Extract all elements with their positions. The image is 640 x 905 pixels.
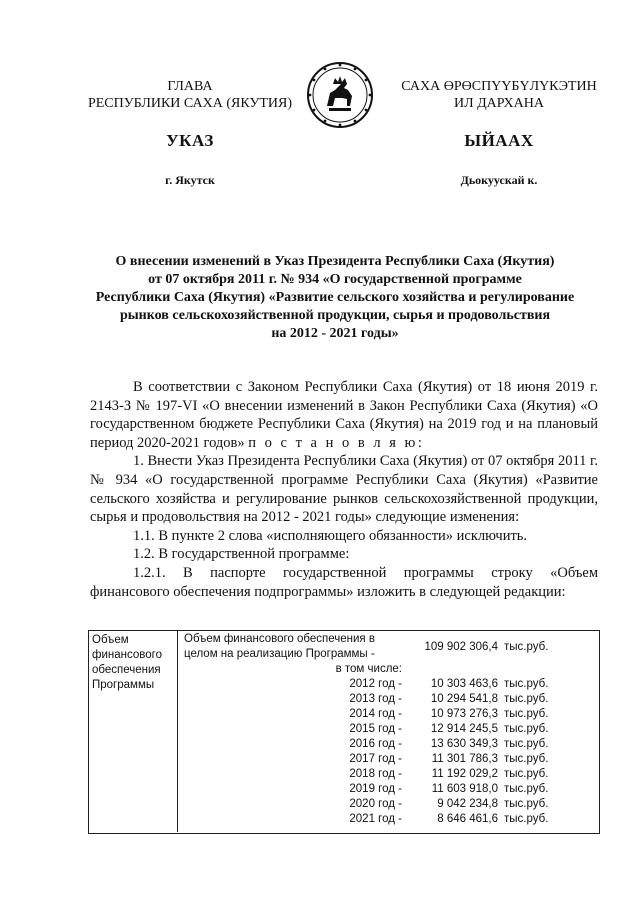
title-line: от 07 октября 2011 г. № 934 «О государственной программе [148, 272, 522, 287]
coat-of-arms-emblem [305, 60, 375, 130]
item-1: 1. Внести Указ Президента Республики Саха (Якутия) от 07 октября 2011 г. № 934 «О государственной программе Республики Саха (Якутия) «Развитие сельского хозяйства и регулирование рынков сельскохозяйственной продукции, сырья и продовольствия на 2012 - 2021 годы» следующие изменения: [90, 453, 598, 526]
year-label: 2021 год - [349, 813, 402, 825]
year-unit: тыс.руб. [504, 708, 549, 720]
year-unit: тыс.руб. [504, 753, 549, 765]
doc-type-sakha: ЫЙААХ [464, 131, 534, 150]
year-unit: тыс.руб. [504, 813, 549, 825]
decree-word: п о с т а н о в л я ю: [248, 434, 425, 451]
year-unit: тыс.руб. [504, 723, 549, 735]
funding-table-label-cell: Объем финансового обеспечения Программы [88, 630, 178, 832]
header-left [80, 78, 300, 112]
year-unit: тыс.руб. [504, 678, 549, 690]
item-1-2-1: 1.2.1. В паспорте государственной программы строку «Объем финансового обеспечения подпрограммы» изложить в следующей редакции: [90, 564, 598, 600]
year-unit: тыс.руб. [504, 798, 549, 810]
year-row [184, 767, 594, 782]
year-row [184, 692, 594, 707]
year-amount: 11 301 786,3 [431, 753, 498, 765]
document-body [90, 378, 598, 601]
year-amount: 10 973 276,3 [430, 708, 498, 720]
intro-text: В соответствии с Законом Республики Саха (Якутия) от 18 июня 2019 г. 2143-З № 197-VI «О внесении изменений в Закон Республики Саха (Якутия) «О государственном бюджете Республики Саха (Якутия) на 2019 год и на плановый период 2020-2021 годов» [90, 379, 598, 451]
place-sakha: Дьокуускай к. [460, 173, 538, 187]
year-amount: 10 303 463,6 [430, 678, 498, 690]
year-label: 2018 год - [349, 768, 402, 780]
item-1-2: 1.2. В государственной программе: [133, 546, 350, 563]
header-right-line2: ИЛ ДАРХАНА [453, 96, 544, 111]
place-ru: г. Якутск [165, 173, 215, 187]
year-unit: тыс.руб. [504, 783, 549, 795]
year-label: 2013 год - [349, 693, 402, 705]
year-row [184, 737, 594, 752]
year-amount: 9 042 234,8 [437, 798, 498, 810]
year-amount: 12 914 245,5 [430, 723, 498, 735]
year-amount: 11 192 029,2 [431, 768, 498, 780]
year-unit: тыс.руб. [504, 768, 549, 780]
year-label: 2012 год - [349, 678, 402, 690]
total-label-line2: целом на реализацию Программы - [184, 648, 375, 660]
header-right-line1: САХА ӨРӨСПҮҮБҮЛҮКЭТИН [401, 79, 597, 94]
year-row [184, 707, 594, 722]
title-line: рынков сельскохозяйственной продукции, сырья и продовольствия [119, 308, 551, 323]
intro-paragraph [90, 378, 598, 452]
year-row [184, 797, 594, 812]
year-rows [184, 677, 594, 827]
header-left-line1: ГЛАВА [167, 79, 213, 94]
total-row [184, 641, 594, 662]
year-amount: 13 630 349,3 [430, 738, 498, 750]
title-line: О внесении изменений в Указ Президента Республики Саха (Якутия) [115, 254, 555, 269]
year-row [184, 722, 594, 737]
year-row [184, 677, 594, 692]
year-label: 2019 год - [349, 783, 402, 795]
item-1-1: 1.1. В пункте 2 слова «исполняющего обязанности» исключить. [133, 527, 528, 544]
year-amount: 10 294 541,8 [430, 693, 498, 705]
including-label: в том числе: [335, 663, 402, 675]
including-row [184, 662, 594, 677]
funding-table-value-cell [184, 632, 594, 827]
year-label: 2020 год - [349, 798, 402, 810]
year-row [184, 752, 594, 767]
year-unit: тыс.руб. [504, 693, 549, 705]
year-amount: 11 603 918,0 [431, 783, 498, 795]
title-line: на 2012 - 2021 годы» [271, 326, 399, 341]
year-unit: тыс.руб. [504, 738, 549, 750]
header-right [390, 78, 608, 112]
total-unit: тыс.руб. [504, 641, 549, 653]
year-label: 2015 год - [349, 723, 402, 735]
title-line: Республики Саха (Якутия) «Развитие сельского хозяйства и регулирование [95, 290, 575, 305]
doc-type-ru: УКАЗ [166, 131, 214, 150]
document-title [90, 253, 580, 343]
year-label: 2017 год - [349, 753, 402, 765]
year-label: 2016 год - [349, 738, 402, 750]
header-left-line2: РЕСПУБЛИКИ САХА (ЯКУТИЯ) [87, 96, 293, 111]
year-label: 2014 год - [349, 708, 402, 720]
total-amount: 109 902 306,4 [424, 641, 498, 653]
year-row [184, 782, 594, 797]
total-label-line1: Объем финансового обеспечения в [184, 633, 375, 645]
year-row [184, 812, 594, 827]
year-amount: 8 646 461,6 [437, 813, 498, 825]
